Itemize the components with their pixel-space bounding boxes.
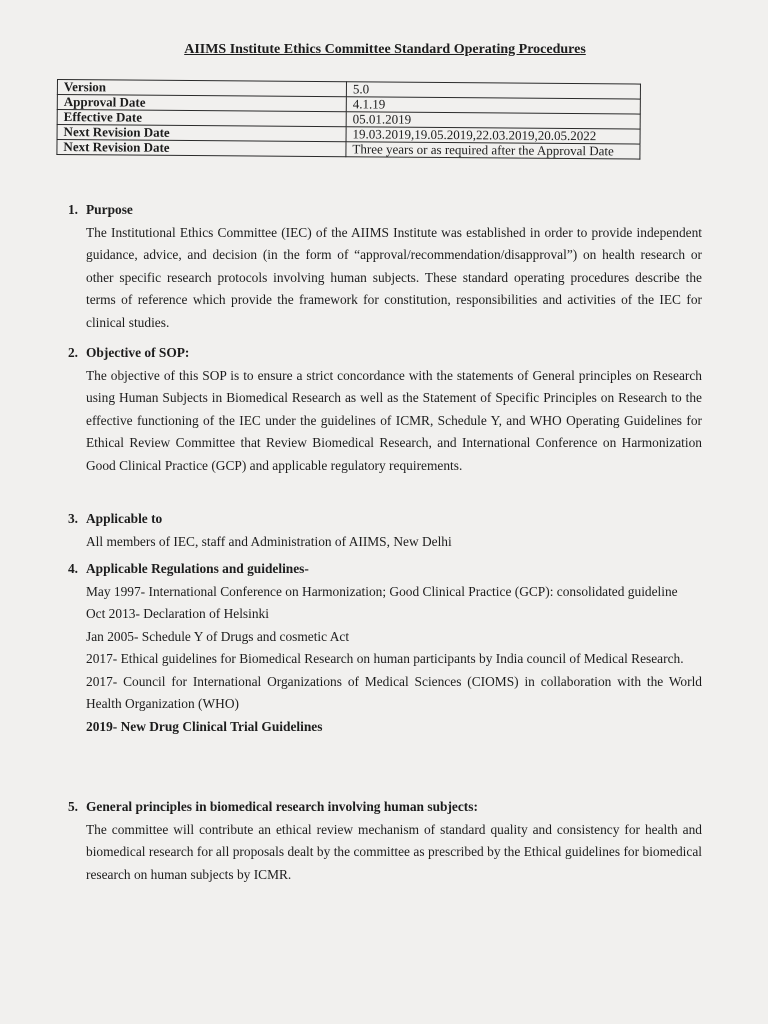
section-text: All members of IEC, staff and Administration of AIIMS, New Delhi xyxy=(86,533,452,549)
section-number: 2. xyxy=(67,345,78,360)
row-label: Next Revision Date xyxy=(57,125,346,142)
row-value: 4.1.19 xyxy=(346,97,640,114)
section-title: General principles in biomedical research involving human subjects: xyxy=(86,799,478,814)
section-number: 3. xyxy=(67,511,78,526)
version-table xyxy=(56,79,641,160)
section-number: 1. xyxy=(67,202,78,217)
section-general-principles xyxy=(52,796,702,886)
row-label: Effective Date xyxy=(57,110,346,127)
list-item: Jan 2005- Schedule Y of Drugs and cosmetic Act xyxy=(86,628,350,644)
section-text: The objective of this SOP is to ensure a strict concordance with the statements of General principles on Research using Human Subjects in Biomedical Research as well as the Statement of Specific Principles on Research to the effective functioning of the IEC under the guidelines of ICMR, Schedule Y, and WHO Operating Guidelines for Ethical Review Committee that Review Biomedical Research, and International Conference on Harmonization Good Clinical Practice (GCP) and applicable regulatory requirements. xyxy=(86,367,702,473)
section-heading xyxy=(52,558,702,581)
section-heading xyxy=(52,796,702,819)
list-item: 2017- Council for International Organizations of Medical Sciences (CIOMS) in collaboration with the World Health Organization (WHO) xyxy=(86,673,702,711)
list-item: Oct 2013- Declaration of Helsinki xyxy=(86,606,269,621)
section-text: The committee will contribute an ethical review mechanism of standard quality and consistency for health and biomedical research for all proposals dealt by the committee as prescribed by the Ethical guidelines for biomedical research on human subjects by ICMR. xyxy=(86,821,702,882)
section-title: Applicable to xyxy=(86,511,163,526)
list-item: 2017- Ethical guidelines for Biomedical Research on human participants by India council of Medical Research. xyxy=(86,651,684,666)
table-row xyxy=(57,140,640,160)
row-value: 5.0 xyxy=(346,82,640,99)
section-objective xyxy=(52,342,702,477)
list-item: May 1997- International Conference on Harmonization; Good Clinical Practice (GCP): consolidated guideline xyxy=(86,583,678,599)
section-text: The Institutional Ethics Committee (IEC) of the AIIMS Institute was established in order to provide independent guidance, advice, and decision (in the form of “approval/recommendation/disapproval”) on health research or other specific research protocols involving human subjects. These standard operating procedures describe the terms of reference which provide the framework for constitution, responsibilities and activities of the IEC for clinical studies. xyxy=(86,224,702,330)
section-regulations xyxy=(52,558,702,738)
section-heading xyxy=(52,342,702,365)
row-value: 05.01.2019 xyxy=(346,112,640,129)
document-title: AIIMS Institute Ethics Committee Standard Operating Procedures xyxy=(184,42,586,57)
section-title: Objective of SOP: xyxy=(86,345,190,360)
section-title: Applicable Regulations and guidelines- xyxy=(86,561,309,576)
section-title: Purpose xyxy=(86,202,133,217)
row-value: Three years or as required after the Approval Date xyxy=(346,142,640,159)
section-heading xyxy=(52,508,702,531)
row-label: Next Revision Date xyxy=(57,140,346,157)
section-purpose xyxy=(52,199,702,334)
row-label: Version xyxy=(57,80,346,97)
row-value: 19.03.2019,19.05.2019,22.03.2019,20.05.2022 xyxy=(346,127,640,144)
section-number: 5. xyxy=(67,799,78,814)
section-number: 4. xyxy=(67,561,78,576)
row-label: Approval Date xyxy=(57,95,346,112)
section-heading xyxy=(52,199,702,222)
section-applicable-to xyxy=(52,508,702,553)
list-item: 2019- New Drug Clinical Trial Guidelines xyxy=(86,718,323,734)
